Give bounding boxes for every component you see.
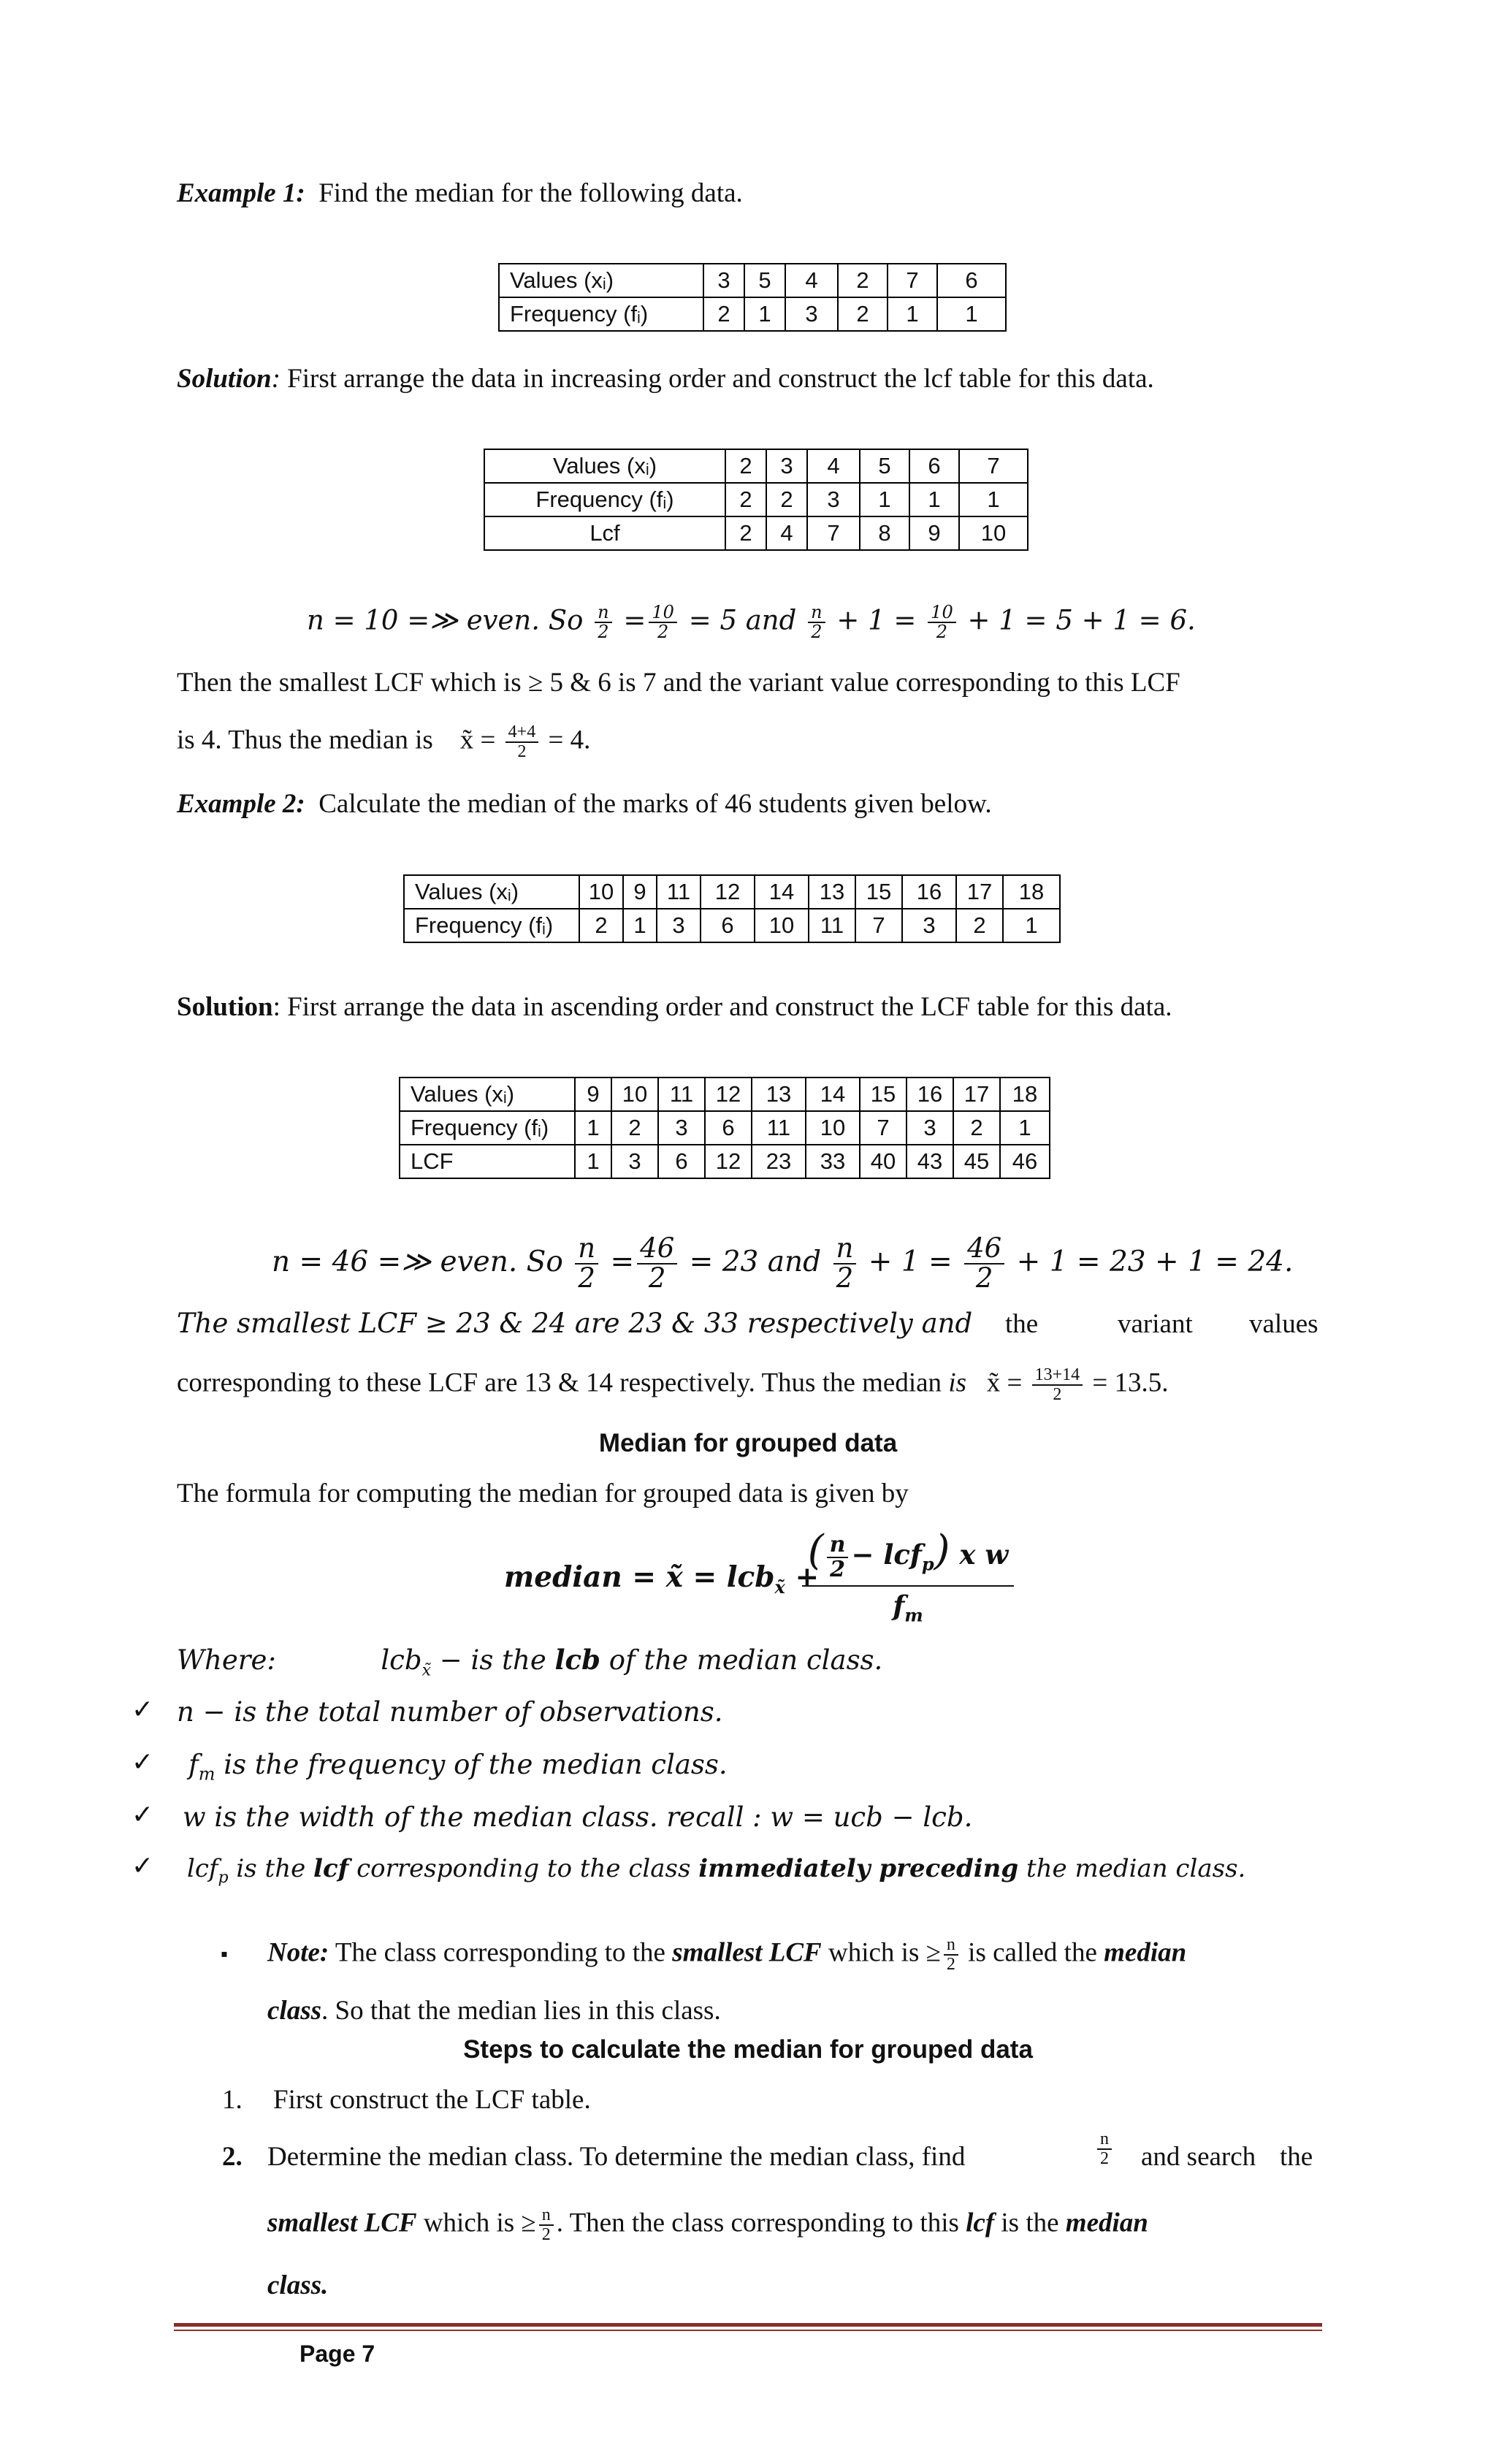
frac-den: 2 <box>946 1955 955 1975</box>
step-text: which is ≥ <box>416 2208 536 2238</box>
check-text: the median class. <box>1018 1854 1246 1883</box>
table-cell: 5 <box>744 264 785 297</box>
check-sub: p <box>218 1868 229 1887</box>
table-cell: 10 <box>806 1111 860 1145</box>
bullet-icon: ▪ <box>221 1943 228 1966</box>
table-cell: 7 <box>860 1111 907 1145</box>
table-cell: 2 <box>725 483 766 516</box>
table-cell: 23 <box>752 1145 806 1178</box>
fraction <box>595 603 611 641</box>
where-label: Where: <box>177 1644 276 1676</box>
frac-num: 10 <box>928 603 956 623</box>
frac-den: 2 <box>1100 2149 1109 2169</box>
formula-text: x w <box>959 1538 1009 1571</box>
fraction <box>833 1232 857 1294</box>
table-cell: 9 <box>623 875 657 909</box>
table-cell: 43 <box>907 1145 953 1178</box>
example1-line2 <box>177 723 590 761</box>
fraction <box>808 603 825 641</box>
table-cell: 4 <box>766 516 807 550</box>
example2-solution <box>177 991 1172 1024</box>
fraction <box>539 2206 554 2244</box>
example1-table <box>498 263 1007 332</box>
table-cell: 16 <box>907 1077 953 1111</box>
grouped-heading: Median for grouped data <box>598 1429 898 1457</box>
formula-text: f <box>893 1590 905 1622</box>
table-cell: Frequency (fᵢ) <box>404 909 579 942</box>
median-symbol: x̃ = <box>986 1368 1023 1398</box>
fraction <box>505 723 539 761</box>
solution-colon: : <box>271 364 280 394</box>
check-icon: ✓ <box>131 1695 154 1725</box>
frac-den: 2 <box>975 1262 993 1294</box>
table-cell: 7 <box>888 264 937 297</box>
footer-rule-bottom <box>174 2330 1322 2331</box>
table-cell: 2 <box>725 449 766 483</box>
frac-num: n <box>833 1235 857 1265</box>
example1-equation: n = 10 =≫ even. So $\frac{n}{2}$ = $\frac{10}{2}$ = 5 and $\frac{n}{2}$ + 1 = $\frac{10}{2}$ + 1 = 5 + 1 = 6. <box>307 602 1196 643</box>
example2-line1 <box>177 1308 1319 1344</box>
table-cell: 13 <box>752 1077 806 1111</box>
step-text: and search <box>1141 2142 1256 2172</box>
step2-line1 <box>267 2130 1319 2181</box>
table-row <box>499 297 1006 331</box>
solution-label: Solution <box>177 364 272 394</box>
example1-lcf-table <box>484 449 1028 551</box>
table-row <box>484 483 1028 516</box>
table-cell: 10 <box>611 1077 658 1111</box>
check-text: lcf <box>187 1854 218 1883</box>
frac-num: n <box>539 2206 554 2226</box>
table-cell: 11 <box>658 1077 705 1111</box>
table-cell: 2 <box>838 297 888 331</box>
example2-text: Calculate the median of the marks of 46 students given below. <box>318 789 992 819</box>
table-cell: 3 <box>807 483 860 516</box>
table-cell: 5 <box>860 449 909 483</box>
fraction <box>964 1232 1004 1294</box>
footer-rule-top <box>174 2323 1322 2327</box>
fraction <box>649 603 677 641</box>
note-text: median <box>1104 1937 1187 1968</box>
step-text: is the <box>994 2208 1066 2238</box>
table-cell: 8 <box>860 516 909 550</box>
eq-text: n = 10 =≫ even. So <box>307 604 584 636</box>
frac-num: n <box>1097 2130 1112 2150</box>
table-cell: 2 <box>953 1111 1000 1145</box>
check-icon: ✓ <box>131 1851 154 1881</box>
table-cell: 2 <box>579 909 623 942</box>
table-cell: 12 <box>705 1145 752 1178</box>
table-cell: 10 <box>959 516 1028 550</box>
table-cell: 3 <box>907 1111 953 1145</box>
step-text: the <box>1280 2142 1313 2172</box>
eq-text: + 1 = <box>836 604 917 636</box>
step-text: . Then the class corresponding to this <box>556 2208 966 2238</box>
table-cell: 3 <box>785 297 838 331</box>
formula-text: median = x̃ = lcb <box>504 1560 775 1594</box>
table-cell: 11 <box>657 875 701 909</box>
step-text: Determine the median class. To determine the median class, find <box>267 2142 966 2172</box>
example1-line <box>177 177 743 210</box>
eq-text: + 1 = <box>868 1245 953 1278</box>
check-item <box>188 1749 728 1784</box>
note-text: class <box>267 1996 321 2026</box>
line-word: variant <box>1118 1309 1193 1339</box>
table-cell: 3 <box>658 1111 705 1145</box>
table-row <box>484 449 1028 483</box>
frac-den: 2 <box>598 622 609 643</box>
where-text: of the median class. <box>600 1644 883 1676</box>
table-cell: Frequency (fᵢ) <box>400 1111 575 1145</box>
table-cell: 15 <box>855 875 902 909</box>
median-symbol: x̃ = <box>459 725 496 755</box>
check-text: is the <box>228 1854 314 1883</box>
line-text: is <box>948 1368 966 1398</box>
table-cell: 1 <box>959 483 1028 516</box>
table-cell: 1 <box>744 297 785 331</box>
table-cell: 45 <box>953 1145 1000 1178</box>
frac-num: n <box>944 1936 958 1956</box>
table-cell: LCF <box>400 1145 575 1178</box>
page-number: Page 7 <box>299 2341 375 2367</box>
table-cell: 10 <box>579 875 623 909</box>
where-text: − is the <box>431 1644 555 1676</box>
fraction <box>944 1936 958 1974</box>
example2-table <box>403 874 1061 943</box>
eq-text: n = 46 =≫ even. So <box>272 1245 563 1278</box>
frac-den: 2 <box>936 622 948 643</box>
line-text: is 4. Thus the median is <box>177 725 433 755</box>
table-cell: 10 <box>755 909 809 942</box>
formula-sub: p <box>921 1553 934 1575</box>
table-cell: 9 <box>575 1077 611 1111</box>
fraction <box>1097 2130 1112 2168</box>
median-value: = 13.5. <box>1092 1368 1169 1398</box>
table-cell: 18 <box>1000 1077 1050 1111</box>
note-text: . So that the median lies in this class. <box>321 1996 721 2026</box>
where-text: lcb <box>381 1644 422 1676</box>
table-cell: 7 <box>855 909 902 942</box>
check-text: corresponding to the class <box>348 1854 699 1883</box>
table-cell: Values (xᵢ) <box>404 875 579 909</box>
solution-text: First arrange the data in increasing order and construct the lcf table for this data. <box>287 364 1154 394</box>
table-cell: 4 <box>807 449 860 483</box>
frac-num: 46 <box>964 1235 1004 1265</box>
example2-equation: n = 46 =≫ even. So $\frac{n}{2}$ = $\frac{46}{2}$ = 23 and $\frac{n}{2}$ + 1 = $\frac{46}{2}$ + 1 = 23 + 1 = 24. <box>272 1232 1294 1294</box>
formula-plus: + <box>795 1560 820 1594</box>
solution-text: : First arrange the data in ascending order and construct the LCF table for this data. <box>272 992 1172 1022</box>
table-cell: 11 <box>809 909 855 942</box>
table-row <box>400 1077 1050 1111</box>
table-cell: 1 <box>937 297 1006 331</box>
line-word: the <box>1005 1309 1039 1339</box>
frac-num: 46 <box>637 1235 677 1265</box>
table-cell: 1 <box>575 1111 611 1145</box>
check-icon: ✓ <box>131 1747 154 1777</box>
table-row <box>484 516 1028 550</box>
table-cell: 1 <box>623 909 657 942</box>
table-cell: 15 <box>860 1077 907 1111</box>
example1-label: Example 1: <box>177 178 305 208</box>
check-sub: m <box>198 1763 215 1785</box>
fraction <box>928 603 956 641</box>
table-row <box>400 1111 1050 1145</box>
table-cell: Values (xᵢ) <box>484 449 725 483</box>
frac-den: 2 <box>578 1262 595 1294</box>
table-cell: Values (xᵢ) <box>400 1077 575 1111</box>
grouped-intro: The formula for computing the median for grouped data is given by <box>177 1479 909 1508</box>
frac-num: n <box>808 603 825 623</box>
table-cell: 6 <box>909 449 959 483</box>
frac-den: 2 <box>541 2225 551 2245</box>
frac-den: 2 <box>836 1262 854 1294</box>
table-cell: 7 <box>807 516 860 550</box>
where-text: lcb <box>554 1644 600 1676</box>
eq-text: + 1 = 23 + 1 = 24. <box>1016 1245 1294 1278</box>
formula-text: − lcf <box>851 1538 922 1571</box>
table-cell: 6 <box>937 264 1006 297</box>
example2-line2 <box>177 1366 1169 1404</box>
line-math: The smallest LCF ≥ 23 & 24 are 23 & 33 respectively and <box>177 1308 973 1339</box>
table-cell: 12 <box>701 875 755 909</box>
frac-num: n <box>827 1533 849 1558</box>
line-text: corresponding to these LCF are 13 & 14 respectively. Thus the median <box>177 1368 942 1398</box>
table-cell: 2 <box>766 483 807 516</box>
frac-den: 2 <box>648 1262 666 1294</box>
frac-den: 2 <box>1053 1385 1062 1405</box>
table-cell: 14 <box>755 875 809 909</box>
check-text: is the frequency of the median class. <box>215 1749 728 1780</box>
table-cell: 18 <box>1003 875 1060 909</box>
formula-sub: m <box>904 1604 923 1626</box>
step1-number: 1. <box>222 2085 243 2115</box>
fraction <box>637 1232 677 1294</box>
frac-den: 2 <box>517 742 527 762</box>
example1-line1: Then the smallest LCF which is ≥ 5 & 6 is 7 and the variant value corresponding to this LCF <box>177 668 1180 698</box>
table-cell: 16 <box>902 875 956 909</box>
table-cell: 33 <box>806 1145 860 1178</box>
note-line2 <box>267 1994 721 2028</box>
table-cell: 12 <box>705 1077 752 1111</box>
table-cell: 2 <box>611 1111 658 1145</box>
step1-text: First construct the LCF table. <box>273 2085 591 2115</box>
table-cell: 13 <box>809 875 855 909</box>
table-cell: 3 <box>902 909 956 942</box>
table-cell: 1 <box>1000 1111 1050 1145</box>
table-row <box>404 909 1060 942</box>
example2-line <box>177 787 992 821</box>
table-row <box>499 264 1006 297</box>
eq-text: = 23 and <box>689 1245 822 1278</box>
fraction <box>575 1232 598 1294</box>
table-cell: 1 <box>1003 909 1060 942</box>
step2-line2 <box>267 2206 1148 2244</box>
note-text: which is ≥ <box>821 1937 941 1968</box>
frac-num: 13+14 <box>1032 1366 1083 1386</box>
table-cell: 7 <box>959 449 1028 483</box>
table-cell: 2 <box>725 516 766 550</box>
line-word: values <box>1249 1309 1318 1339</box>
formula-numerator: ( $\frac{n}{2}$ − lcf$_p$) x w <box>802 1527 1014 1587</box>
check-item: n − is the total number of observations. <box>177 1696 723 1728</box>
table-cell: 2 <box>703 297 744 331</box>
frac-den: 2 <box>811 622 823 643</box>
table-cell: 46 <box>1000 1145 1050 1178</box>
table-cell: 1 <box>888 297 937 331</box>
table-cell: 6 <box>658 1145 705 1178</box>
fraction <box>1032 1366 1083 1404</box>
table-cell: Frequency (fᵢ) <box>499 297 703 331</box>
table-cell: Values (xᵢ) <box>499 264 703 297</box>
where-line <box>177 1644 882 1679</box>
frac-num: 10 <box>649 603 677 623</box>
example1-solution <box>177 362 1154 396</box>
frac-num: n <box>575 1235 598 1265</box>
step-text: median <box>1065 2208 1148 2238</box>
example1-text: Find the median for the following data. <box>318 178 743 208</box>
note-text: smallest LCF <box>672 1937 822 1968</box>
table-cell: 3 <box>766 449 807 483</box>
formula-denominator <box>802 1587 1014 1625</box>
table-cell: 17 <box>953 1077 1000 1111</box>
table-cell: 3 <box>611 1145 658 1178</box>
table-cell: 17 <box>956 875 1003 909</box>
solution-label: Solution <box>177 992 273 1022</box>
step-text: smallest LCF <box>267 2208 417 2238</box>
check-text: immediately preceding <box>698 1854 1019 1883</box>
table-cell: 6 <box>701 909 755 942</box>
step2-number: 2. <box>222 2142 243 2172</box>
table-cell: 4 <box>785 264 838 297</box>
table-cell: 3 <box>703 264 744 297</box>
eq-text: + 1 = 5 + 1 = 6. <box>967 604 1196 636</box>
table-cell: 1 <box>909 483 959 516</box>
note-text: is called the <box>961 1937 1104 1968</box>
step2-line3: class. <box>267 2270 329 2300</box>
formula-fraction <box>802 1527 1014 1625</box>
table-cell: Frequency (fᵢ) <box>484 483 725 516</box>
note-line1 <box>267 1936 1186 1974</box>
table-cell: 2 <box>956 909 1003 942</box>
table-cell: 1 <box>860 483 909 516</box>
check-icon: ✓ <box>131 1800 154 1830</box>
table-cell: 9 <box>909 516 959 550</box>
median-formula <box>504 1527 1059 1629</box>
example2-label: Example 2: <box>177 789 305 819</box>
frac-num: 4+4 <box>505 723 539 743</box>
table-cell: 2 <box>838 264 888 297</box>
table-cell: 1 <box>575 1145 611 1178</box>
table-row <box>404 875 1060 909</box>
table-cell: Lcf <box>484 516 725 550</box>
median-value: = 4. <box>548 725 591 755</box>
eq-text: = 5 and <box>688 604 797 636</box>
check-item <box>187 1854 1245 1887</box>
table-cell: 40 <box>860 1145 907 1178</box>
table-cell: 14 <box>806 1077 860 1111</box>
check-item: w is the width of the median class. recall : w = ucb − lcb. <box>183 1801 973 1833</box>
formula-lhs <box>504 1560 819 1598</box>
table-cell: 3 <box>657 909 701 942</box>
example2-lcf-table <box>399 1077 1050 1179</box>
formula-sub: x̃ <box>774 1576 785 1598</box>
table-row <box>400 1145 1050 1178</box>
frac-num: n <box>595 603 611 623</box>
frac-den: 2 <box>830 1556 845 1582</box>
check-text: lcf <box>313 1854 349 1883</box>
frac-den: 2 <box>657 622 669 643</box>
where-sub: x̃ <box>421 1661 432 1680</box>
table-cell: 6 <box>705 1111 752 1145</box>
note-text: The class corresponding to the <box>329 1937 673 1968</box>
check-text: f <box>188 1749 199 1780</box>
table-cell: 11 <box>752 1111 806 1145</box>
steps-heading: Steps to calculate the median for grouped data <box>463 2035 1033 2064</box>
step-text: lcf <box>966 2208 995 2238</box>
note-label: Note: <box>267 1937 329 1968</box>
